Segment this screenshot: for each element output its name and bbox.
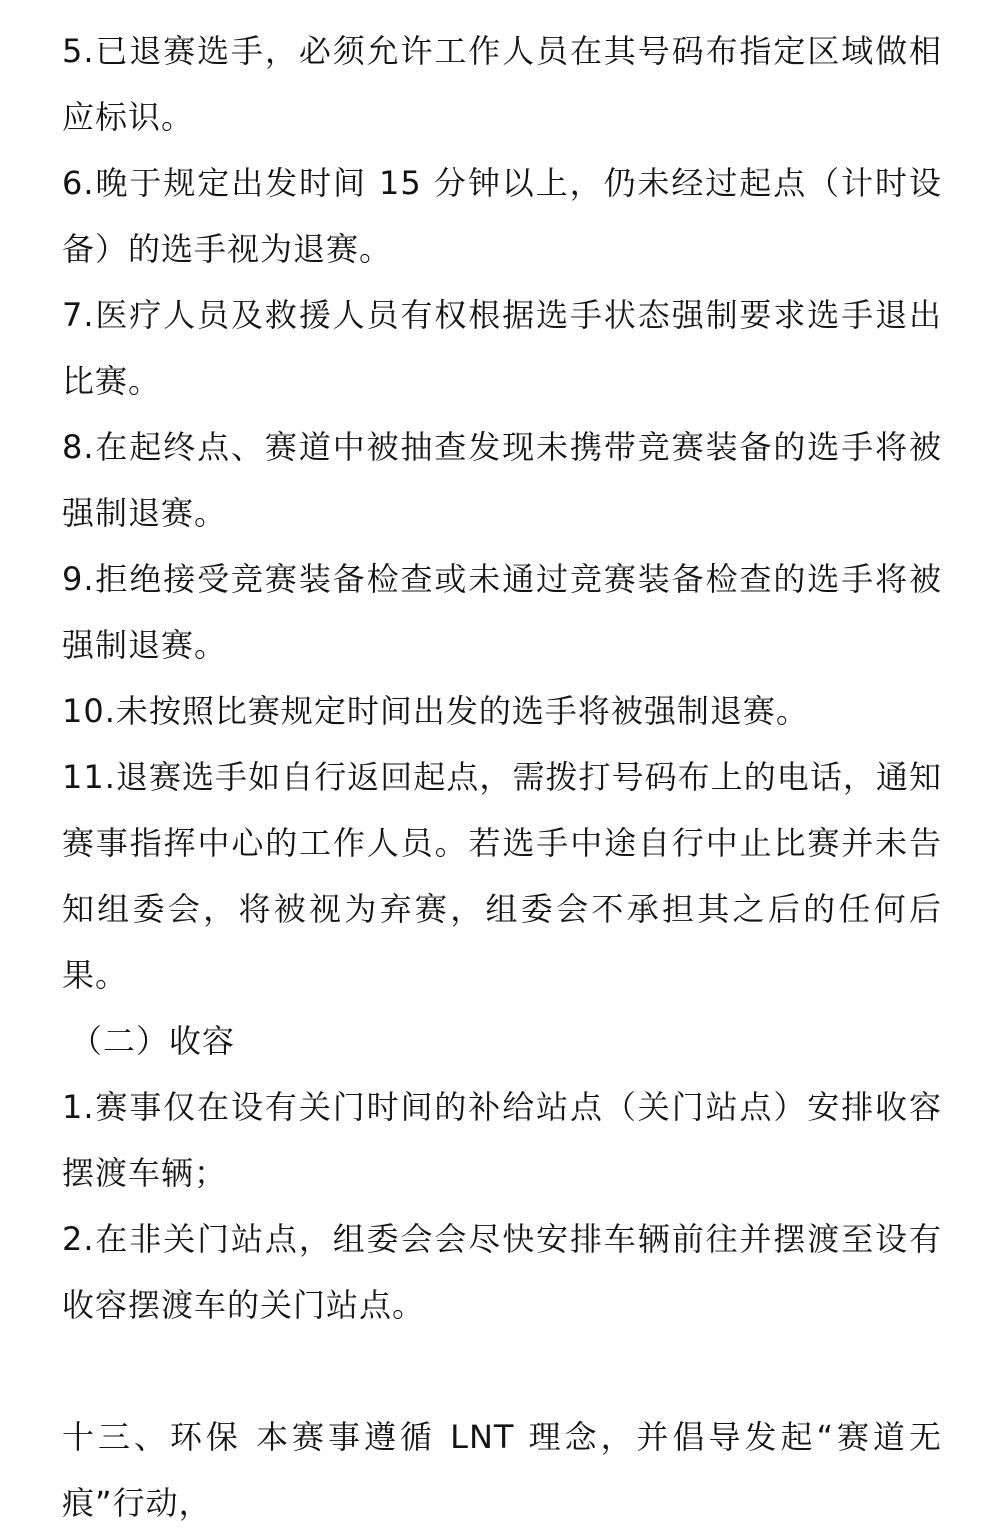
sweep-item-1: 1.赛事仅在设有关门时间的补给站点（关门站点）安排收容摆渡车辆； [62, 1088, 942, 1192]
retire-item-10: 10.未按照比赛规定时间出发的选手将被强制退赛。 [62, 692, 809, 730]
retire-item-7: 7.医疗人员及救援人员有权根据选手状态强制要求选手退出比赛。 [62, 296, 942, 400]
section-spacer [62, 1338, 942, 1404]
retire-item-5: 5.已退赛选手，必须允许工作人员在其号码布指定区域做相应标识。 [62, 32, 942, 136]
sweep-item-2: 2.在非关门站点，组委会会尽快安排车辆前往并摆渡至设有收容摆渡车的关门站点。 [62, 1220, 942, 1324]
document-page [62, 18, 942, 1536]
retire-item-6: 6.晚于规定出发时间 15 分钟以上，仍未经过起点（计时设备）的选手视为退赛。 [62, 164, 942, 268]
retire-item-8: 8.在起终点、赛道中被抽查发现未携带竞赛装备的选手将被强制退赛。 [62, 428, 942, 532]
retire-item-9: 9.拒绝接受竞赛装备检查或未通过竞赛装备检查的选手将被强制退赛。 [62, 560, 942, 664]
retire-item-11: 11.退赛选手如自行返回起点，需拨打号码布上的电话，通知赛事指挥中心的工作人员。若选手中途自行中止比赛并未告知组委会，将被视为弃赛，组委会不承担其之后的任何后果。 [62, 758, 942, 994]
sweep-section-heading: （二）收容 [70, 1022, 236, 1060]
environment-section: 十三、环保 本赛事遵循 LNT 理念，并倡导发起“赛道无痕”行动， [62, 1418, 942, 1522]
